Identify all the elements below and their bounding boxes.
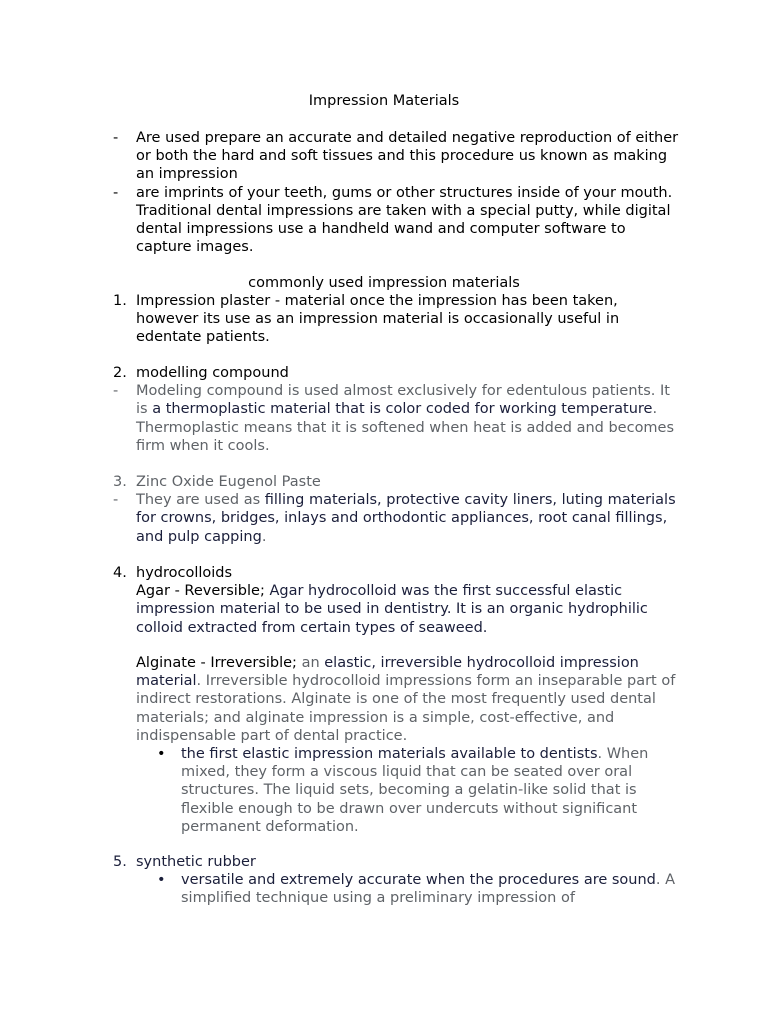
list-item [0,364,681,382]
item-heading: modelling compound [136,365,289,381]
list-item [0,292,681,347]
numbered-item-2 [0,364,768,455]
dash-marker: - [113,130,119,146]
bullet-marker: • [157,872,166,889]
numbered-item-1 [0,292,768,347]
list-item [0,129,681,184]
list-item [0,473,681,491]
section-subheading: commonly used impression materials [248,275,520,291]
list-item [0,853,681,871]
text-segment: elastic, irreversible hydrocolloid impression material [136,655,639,690]
list-item [0,184,681,257]
intro-list [0,129,768,256]
text-segment: . [261,528,267,545]
alginate-block [0,654,768,836]
numbered-item-3 [0,473,768,546]
bullet-marker: • [157,746,166,763]
text-segment: . A simplified technique using a preliminary impression of [181,872,676,907]
list-item [0,745,681,836]
list-item-text: Impression plaster - material once the impression has been taken, however its use as an impression material is occasionally useful in edentate patients. [136,293,620,346]
dash-marker: - [113,383,119,400]
text-segment: They are used as [136,492,265,509]
number-marker: 4. [113,565,127,581]
dash-marker: - [113,492,119,509]
numbered-item-4 [0,564,768,637]
text-segment: . When mixed, they form a viscous liquid that can be seated over oral structures. The liquid sets, becoming a gelatin-like solid that is flexible enough to be drawn over undercuts without significant permanent deformation. [181,746,649,835]
list-item [0,564,681,582]
item-heading: Zinc Oxide Eugenol Paste [136,474,321,490]
text-segment: . It is an organic hydrophilic colloid extracted from certain types of seaweed. [136,601,648,636]
alginate-paragraph [0,654,681,745]
text-segment: Agar - Reversible; [136,583,270,600]
text-segment: filling materials, protective cavity liners, luting materials for crowns, bridges, inlays and orthodontic appliances, root canal fillings, and pulp capping [136,492,676,545]
number-marker: 1. [113,293,127,309]
text-segment: Agar hydrocolloid was the first successful elastic impression material to be used in dentistry [136,583,623,618]
text-segment: Alginate - Irreversible; [136,655,302,671]
numbered-item-5 [0,853,768,908]
text-segment: a thermoplastic material that is color coded for working temperature [152,401,653,418]
item-heading: synthetic rubber [136,854,256,870]
text-segment: . Irreversible hydrocolloid impressions form an inseparable part of indirect restorations. Alginate is one of the most frequently used dental materials; and alginate impression is a simple, cost-effective, and indispensable part of dental practice. [136,673,676,744]
number-marker: 5. [113,854,127,870]
list-item [0,382,681,455]
text-segment: . Thermoplastic means that it is softened when heat is added and becomes firm when it cools. [136,401,675,454]
list-item-text: are imprints of your teeth, gums or other structures inside of your mouth. Traditional dental impressions are taken with a special putty, while digital dental impressions use a handheld wand and computer software to capture images. [136,184,673,256]
text-segment: an [301,655,325,671]
number-marker: 3. [113,474,127,490]
text-segment: Modeling compound is used almost exclusively for edentulous patients. It is [136,383,670,418]
document-title: Impression Materials [308,93,460,109]
agar-paragraph [0,582,681,637]
text-segment: the first elastic impression materials available to dentists [181,746,598,763]
dash-marker: - [113,184,119,201]
list-item [0,871,681,907]
list-item-text: Are used prepare an accurate and detailed negative reproduction of either or both the hard and soft tissues and this procedure us known as making an impression [136,130,679,183]
item-heading: hydrocolloids [136,565,233,581]
text-segment: versatile and extremely accurate when the procedures are sound [181,872,656,889]
list-item [0,491,681,546]
number-marker: 2. [113,365,127,381]
